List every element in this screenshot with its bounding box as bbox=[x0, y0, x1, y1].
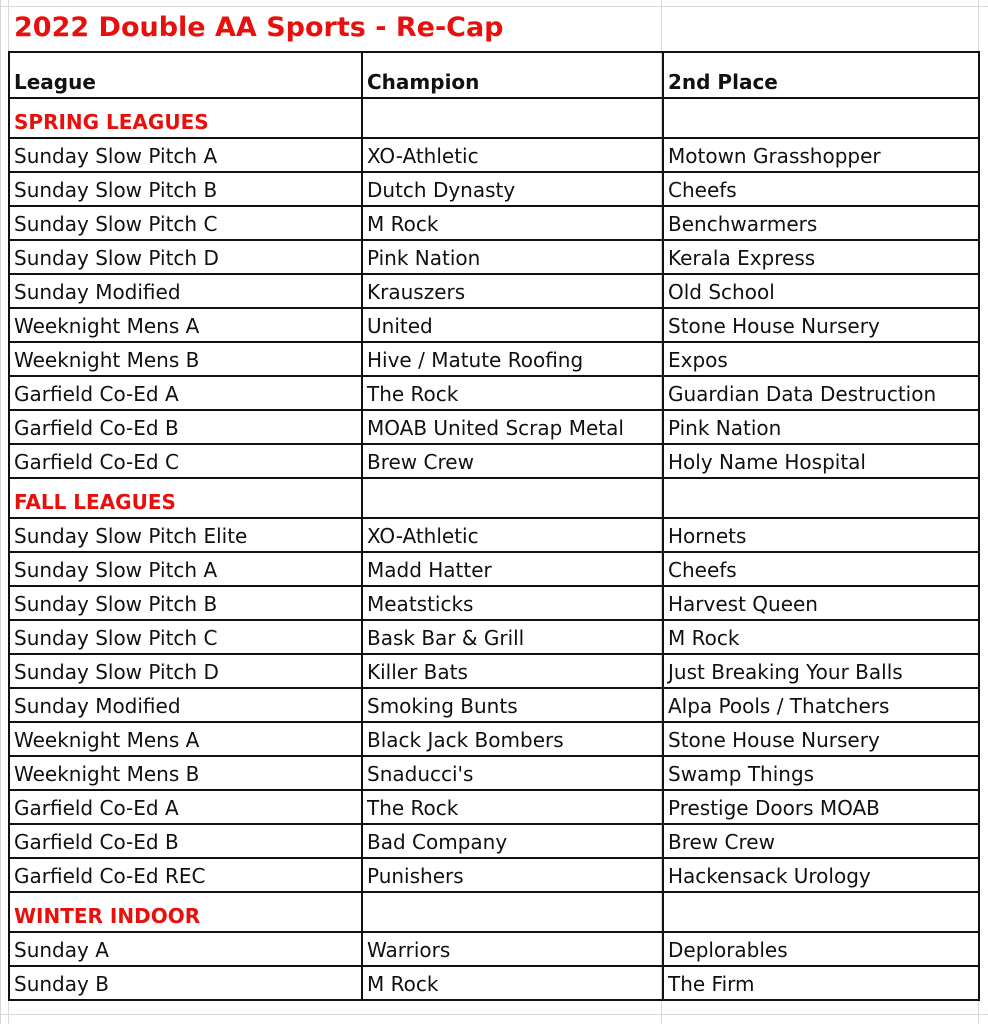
table-row bbox=[9, 654, 979, 688]
champion-cell[interactable]: Bask Bar & Grill bbox=[362, 620, 663, 654]
champion-cell[interactable]: M Rock bbox=[362, 206, 663, 240]
league-cell[interactable]: Weeknight Mens A bbox=[9, 308, 362, 342]
second-place-cell[interactable]: Hornets bbox=[663, 518, 979, 552]
champion-cell[interactable]: MOAB United Scrap Metal bbox=[362, 410, 663, 444]
table-row bbox=[9, 790, 979, 824]
table-row bbox=[9, 308, 979, 342]
table-row bbox=[9, 444, 979, 478]
league-cell[interactable]: Sunday Slow Pitch A bbox=[9, 138, 362, 172]
table-row bbox=[9, 966, 979, 1000]
page-title: 2022 Double AA Sports - Re-Cap bbox=[14, 12, 504, 43]
league-cell[interactable]: Weeknight Mens B bbox=[9, 342, 362, 376]
second-place-cell[interactable]: Stone House Nursery bbox=[663, 722, 979, 756]
champion-cell[interactable]: XO-Athletic bbox=[362, 518, 663, 552]
section-name[interactable]: WINTER INDOOR bbox=[9, 892, 362, 932]
league-cell[interactable]: Sunday B bbox=[9, 966, 362, 1000]
league-cell[interactable]: Garfield Co-Ed B bbox=[9, 410, 362, 444]
table-row bbox=[9, 342, 979, 376]
league-cell[interactable]: Sunday A bbox=[9, 932, 362, 966]
champion-cell[interactable]: Killer Bats bbox=[362, 654, 663, 688]
champion-cell[interactable]: Warriors bbox=[362, 932, 663, 966]
second-place-cell[interactable]: Pink Nation bbox=[663, 410, 979, 444]
table-row bbox=[9, 240, 979, 274]
champion-cell[interactable]: Smoking Bunts bbox=[362, 688, 663, 722]
table-row bbox=[9, 932, 979, 966]
champion-cell[interactable]: XO-Athletic bbox=[362, 138, 663, 172]
table-row bbox=[9, 688, 979, 722]
column-header-2nd-place[interactable]: 2nd Place bbox=[663, 52, 979, 98]
league-cell[interactable]: Sunday Modified bbox=[9, 274, 362, 308]
league-cell[interactable]: Weeknight Mens A bbox=[9, 722, 362, 756]
table-row bbox=[9, 552, 979, 586]
league-cell[interactable]: Sunday Slow Pitch B bbox=[9, 172, 362, 206]
league-cell[interactable]: Garfield Co-Ed A bbox=[9, 790, 362, 824]
champion-cell[interactable]: Bad Company bbox=[362, 824, 663, 858]
second-place-cell[interactable]: Kerala Express bbox=[663, 240, 979, 274]
champion-cell[interactable]: M Rock bbox=[362, 966, 663, 1000]
champion-cell[interactable]: Snaducci's bbox=[362, 756, 663, 790]
second-place-cell[interactable]: Deplorables bbox=[663, 932, 979, 966]
second-place-cell[interactable]: Prestige Doors MOAB bbox=[663, 790, 979, 824]
table-row bbox=[9, 518, 979, 552]
empty-cell[interactable] bbox=[663, 892, 979, 932]
table-row bbox=[9, 756, 979, 790]
table-row bbox=[9, 858, 979, 892]
league-cell[interactable]: Sunday Slow Pitch Elite bbox=[9, 518, 362, 552]
champion-cell[interactable]: Krauszers bbox=[362, 274, 663, 308]
champion-cell[interactable]: Brew Crew bbox=[362, 444, 663, 478]
second-place-cell[interactable]: M Rock bbox=[663, 620, 979, 654]
league-cell[interactable]: Sunday Slow Pitch A bbox=[9, 552, 362, 586]
section-header-row bbox=[9, 478, 979, 518]
league-cell[interactable]: Sunday Slow Pitch D bbox=[9, 240, 362, 274]
table-row bbox=[9, 172, 979, 206]
second-place-cell[interactable]: Harvest Queen bbox=[663, 586, 979, 620]
table-row bbox=[9, 722, 979, 756]
section-header-row bbox=[9, 892, 979, 932]
second-place-cell[interactable]: Cheefs bbox=[663, 552, 979, 586]
league-cell[interactable]: Sunday Slow Pitch C bbox=[9, 620, 362, 654]
recap-table bbox=[8, 51, 980, 1001]
champion-cell[interactable]: The Rock bbox=[362, 790, 663, 824]
league-cell[interactable]: Sunday Slow Pitch C bbox=[9, 206, 362, 240]
header-row bbox=[9, 52, 979, 98]
section-header-row bbox=[9, 98, 979, 138]
table-row bbox=[9, 206, 979, 240]
second-place-cell[interactable]: The Firm bbox=[663, 966, 979, 1000]
second-place-cell[interactable]: Hackensack Urology bbox=[663, 858, 979, 892]
second-place-cell[interactable]: Brew Crew bbox=[663, 824, 979, 858]
table-row bbox=[9, 138, 979, 172]
champion-cell[interactable]: Punishers bbox=[362, 858, 663, 892]
second-place-cell[interactable]: Swamp Things bbox=[663, 756, 979, 790]
champion-cell[interactable]: Dutch Dynasty bbox=[362, 172, 663, 206]
second-place-cell[interactable]: Alpa Pools / Thatchers bbox=[663, 688, 979, 722]
league-cell[interactable]: Sunday Slow Pitch B bbox=[9, 586, 362, 620]
champion-cell[interactable]: Meatsticks bbox=[362, 586, 663, 620]
table-row bbox=[9, 410, 979, 444]
league-cell[interactable]: Garfield Co-Ed B bbox=[9, 824, 362, 858]
section-name[interactable]: FALL LEAGUES bbox=[9, 478, 362, 518]
table-row bbox=[9, 376, 979, 410]
champion-cell[interactable]: United bbox=[362, 308, 663, 342]
second-place-cell[interactable]: Old School bbox=[663, 274, 979, 308]
table-row bbox=[9, 620, 979, 654]
second-place-cell[interactable]: Motown Grasshopper bbox=[663, 138, 979, 172]
league-cell[interactable]: Sunday Slow Pitch D bbox=[9, 654, 362, 688]
second-place-cell[interactable]: Cheefs bbox=[663, 172, 979, 206]
champion-cell[interactable]: Madd Hatter bbox=[362, 552, 663, 586]
empty-cell[interactable] bbox=[362, 98, 663, 138]
league-cell[interactable]: Weeknight Mens B bbox=[9, 756, 362, 790]
league-cell[interactable]: Garfield Co-Ed C bbox=[9, 444, 362, 478]
champion-cell[interactable]: Black Jack Bombers bbox=[362, 722, 663, 756]
section-name[interactable]: SPRING LEAGUES bbox=[9, 98, 362, 138]
column-header-champion[interactable]: Champion bbox=[362, 52, 663, 98]
second-place-cell[interactable]: Benchwarmers bbox=[663, 206, 979, 240]
empty-cell[interactable] bbox=[663, 478, 979, 518]
empty-cell[interactable] bbox=[362, 892, 663, 932]
second-place-cell[interactable]: Guardian Data Destruction bbox=[663, 376, 979, 410]
table-row bbox=[9, 274, 979, 308]
champion-cell[interactable]: The Rock bbox=[362, 376, 663, 410]
empty-cell[interactable] bbox=[362, 478, 663, 518]
league-cell[interactable]: Garfield Co-Ed REC bbox=[9, 858, 362, 892]
empty-cell[interactable] bbox=[663, 98, 979, 138]
second-place-cell[interactable]: Expos bbox=[663, 342, 979, 376]
league-cell[interactable]: Sunday Modified bbox=[9, 688, 362, 722]
champion-cell[interactable]: Pink Nation bbox=[362, 240, 663, 274]
second-place-cell[interactable]: Stone House Nursery bbox=[663, 308, 979, 342]
champion-cell[interactable]: Hive / Matute Roofing bbox=[362, 342, 663, 376]
table-row bbox=[9, 824, 979, 858]
second-place-cell[interactable]: Just Breaking Your Balls bbox=[663, 654, 979, 688]
league-cell[interactable]: Garfield Co-Ed A bbox=[9, 376, 362, 410]
column-header-league[interactable]: League bbox=[9, 52, 362, 98]
table-row bbox=[9, 586, 979, 620]
second-place-cell[interactable]: Holy Name Hospital bbox=[663, 444, 979, 478]
